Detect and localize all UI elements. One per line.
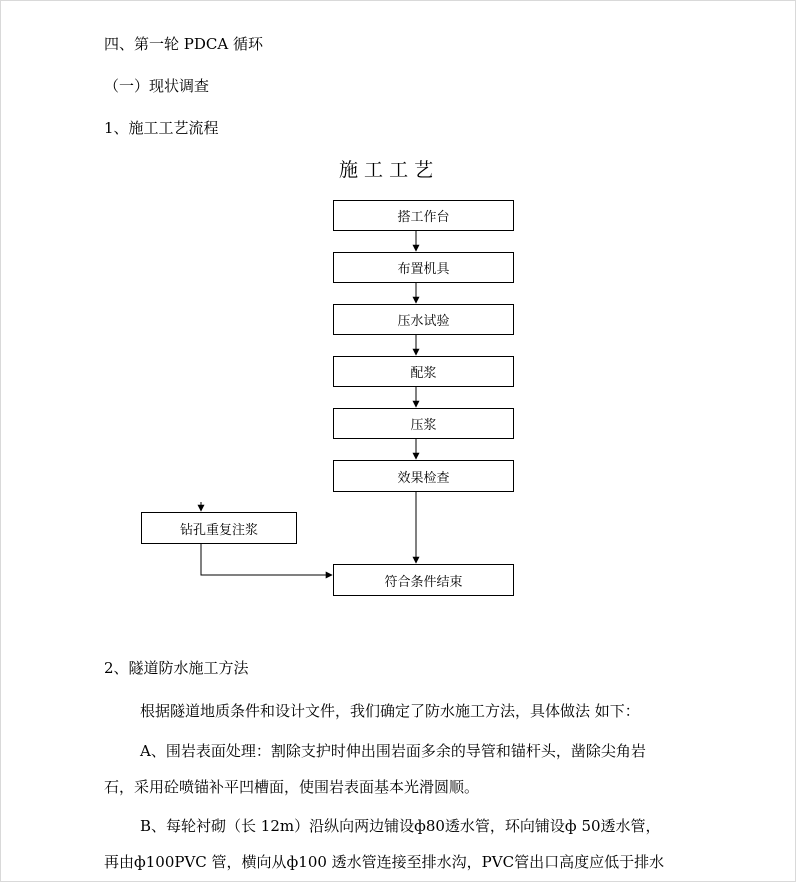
flow-step-4: 配浆	[333, 356, 514, 387]
flow-side-box: 钻孔重复注浆	[141, 512, 297, 544]
flow-step-3: 压水试验	[333, 304, 514, 335]
paragraph-intro: 根据隧道地质条件和设计文件，我们确定了防水施工方法，具体做法 如下：	[140, 702, 640, 720]
flow-step-5: 压浆	[333, 408, 514, 439]
section-1-title: 1、施工工艺流程	[104, 119, 219, 137]
paragraph-b-line-2: 再由ф100PVC 管，横向从ф100 透水管连接至排水沟，PVC管出口高度应低于排水	[104, 853, 665, 871]
paragraph-a-line-1: A、围岩表面处理：割除支护时伸出围岩面多余的导管和锚杆头，凿除尖角岩	[140, 742, 646, 760]
subsection-heading: （一）现状调查	[104, 77, 210, 95]
paragraph-a-line-2: 石，采用砼喷锚补平凹槽面，使围岩表面基本光滑圆顺。	[104, 778, 480, 796]
flowchart-title: 施 工 工 艺	[339, 159, 434, 181]
flow-final-box: 符合条件结束	[333, 564, 514, 596]
flow-step-1: 搭工作台	[333, 200, 514, 231]
paragraph-b-line-1: B、每轮衬砌（长 12m）沿纵向两边铺设ф80透水管，环向铺设ф 50透水管，	[140, 817, 661, 835]
section-heading: 四、第一轮 PDCA 循环	[104, 35, 263, 53]
flow-step-6: 效果检查	[333, 460, 514, 492]
section-2-title: 2、隧道防水施工方法	[104, 659, 249, 677]
arrow-side-to-final	[201, 544, 332, 575]
flow-step-2: 布置机具	[333, 252, 514, 283]
